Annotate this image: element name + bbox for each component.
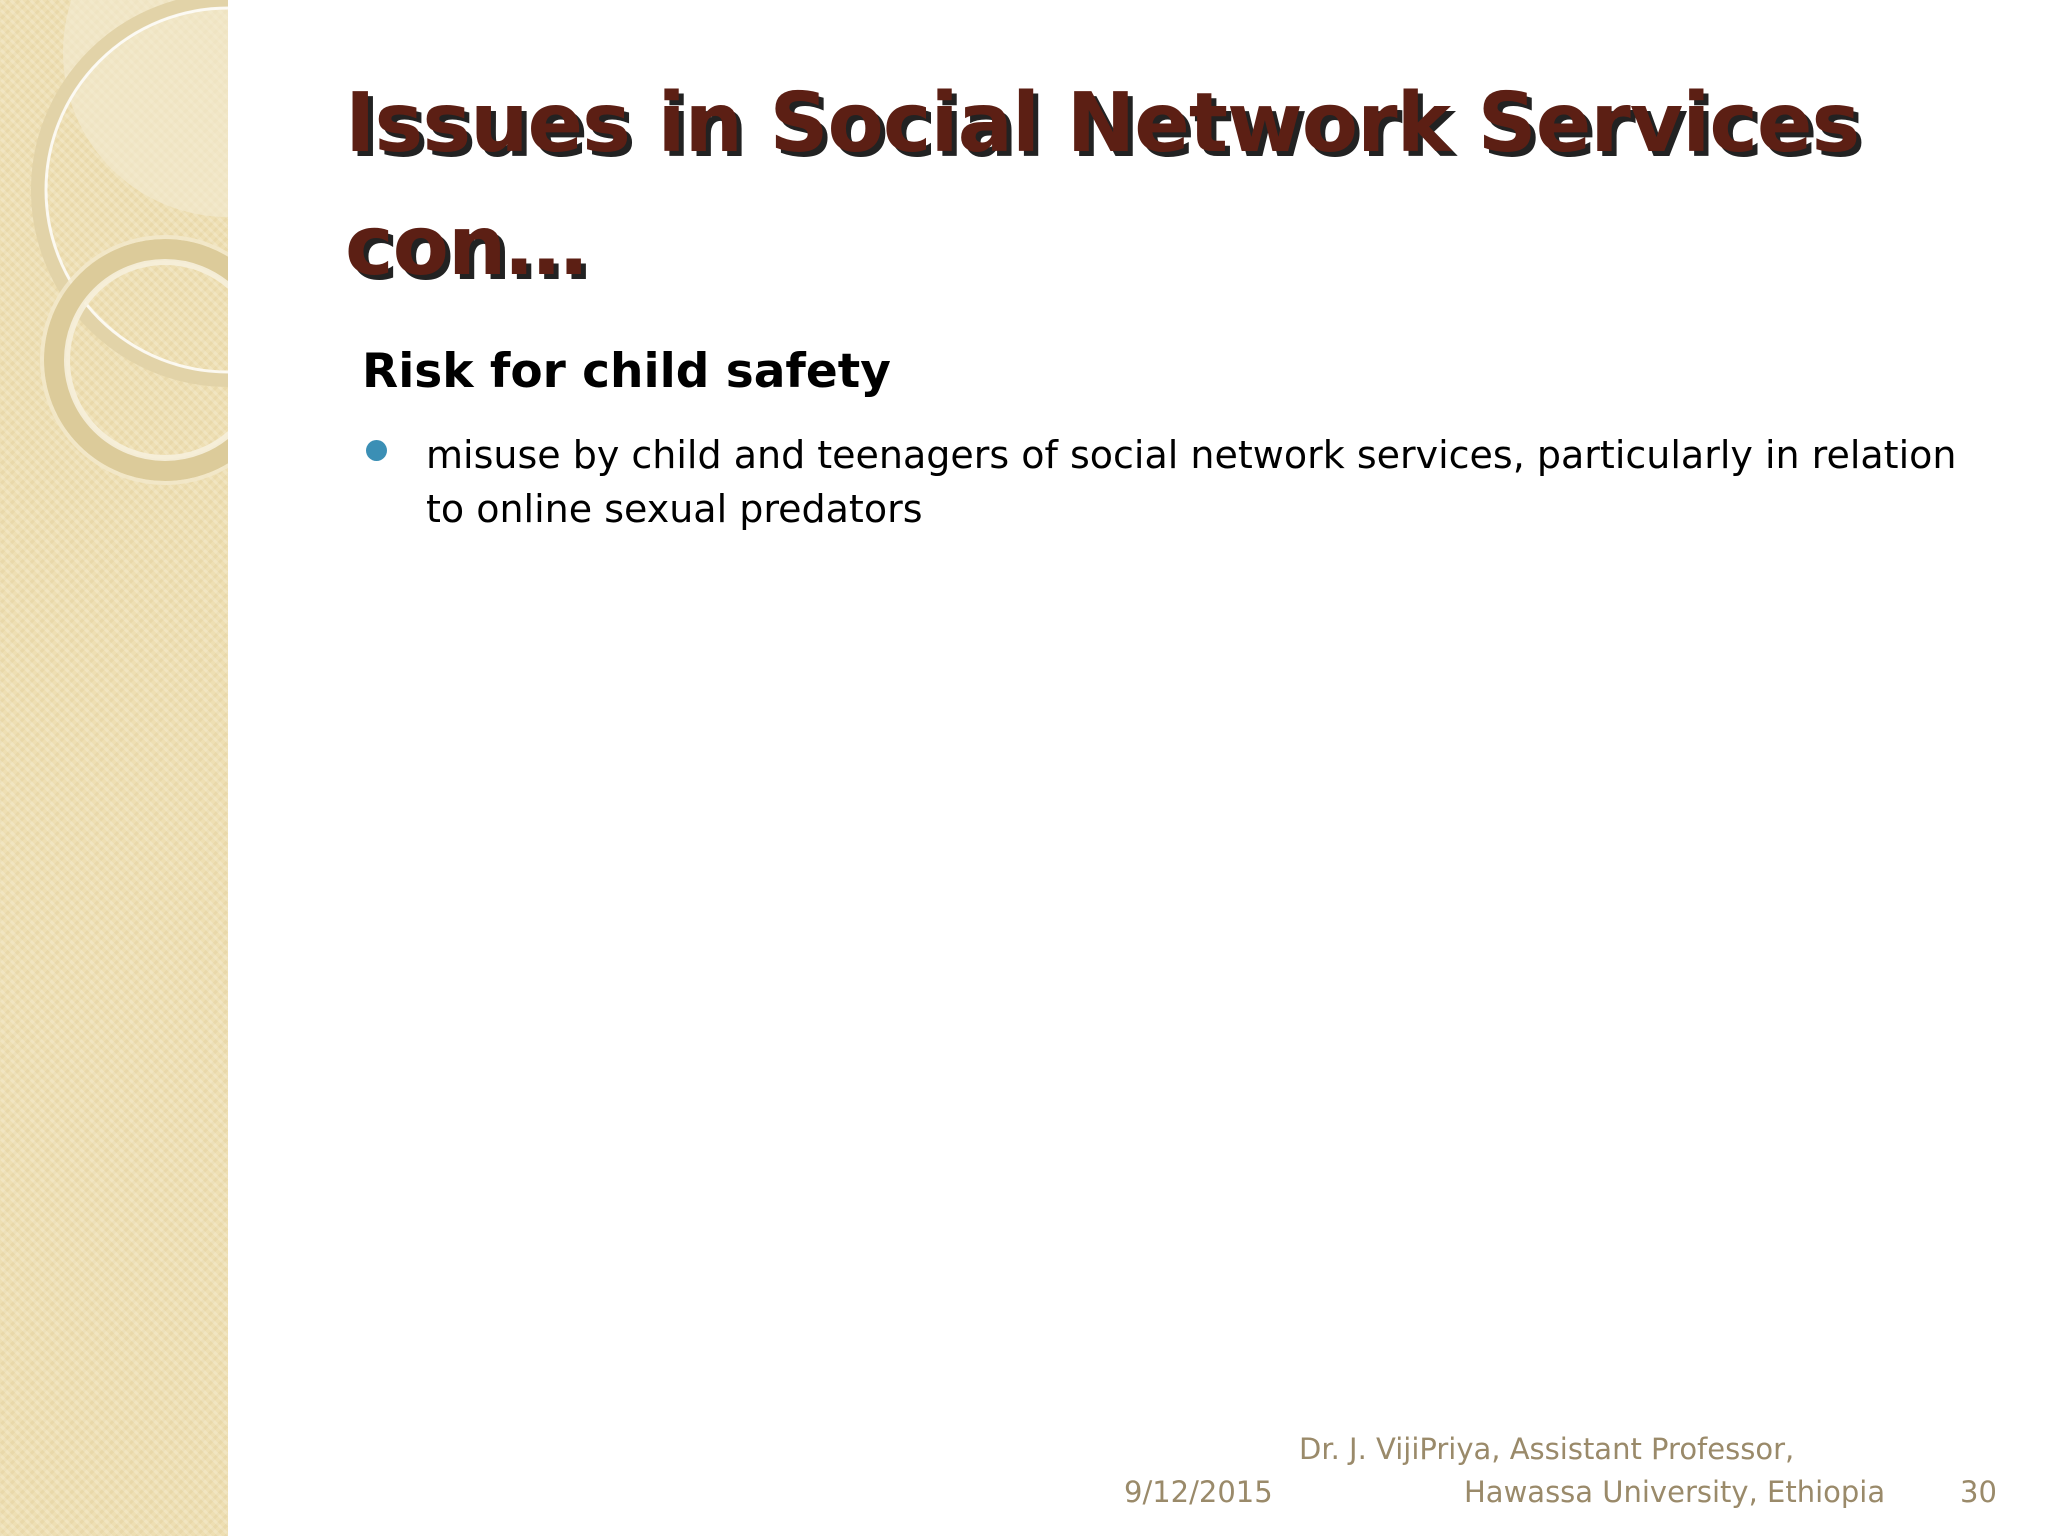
footer-author-line-2: Hawassa University, Ethiopia <box>1464 1475 1886 1509</box>
page-number: 30 <box>1960 1475 1997 1509</box>
bullet-text: misuse by child and teenagers of social network services, particularly in relation to online sexual predators <box>426 433 1957 531</box>
slide-title: Issues in Social Network Services con… <box>345 76 1860 294</box>
footer-author-line-1: Dr. J. VijiPriya, Assistant Professor, <box>1299 1432 1795 1466</box>
bullet-dot-icon <box>366 440 387 461</box>
bullet-item <box>362 428 1982 536</box>
footer-date: 9/12/2015 <box>1124 1475 1273 1509</box>
section-heading: Risk for child safety <box>362 344 891 399</box>
decorative-rings-graphic <box>0 0 228 520</box>
bullet-list <box>362 428 1982 536</box>
decorative-side-band <box>0 0 230 1536</box>
